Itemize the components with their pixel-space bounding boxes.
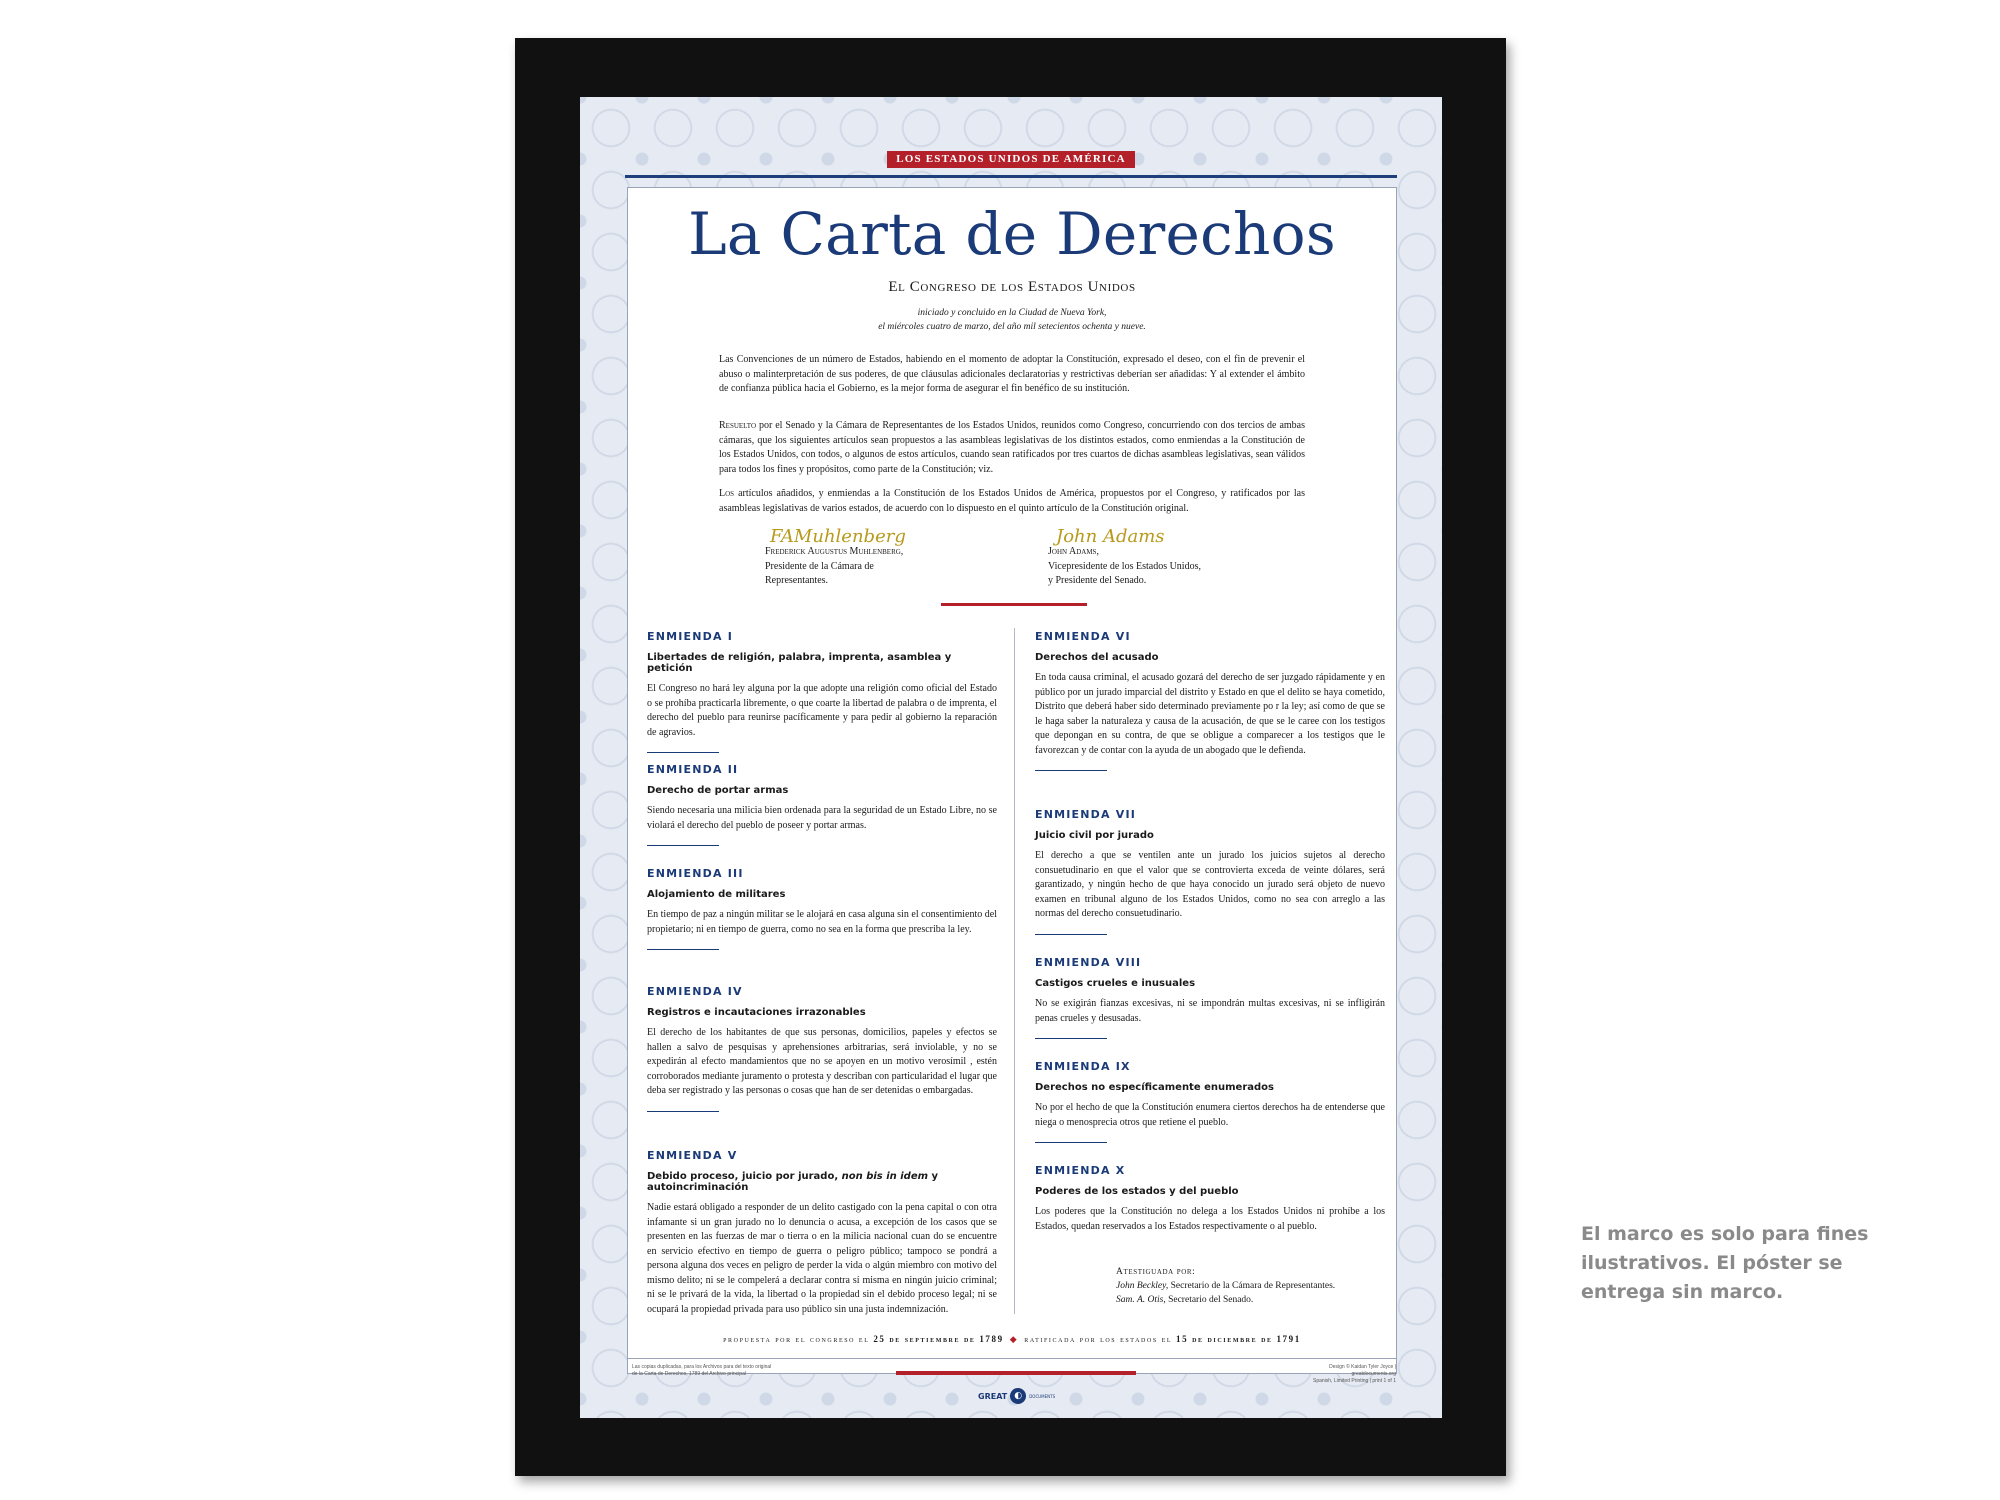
preamble-text-1: Las Convenciones de un número de Estados, habiendo en el momento de adoptar la Constitución, expresado el deseo, con el fin de prevenir el abuso o malinterpretación de sus poderes, de que cláusulas adicionales declaratorias y restrictivas deberían ser añadidas: Y al extender el ámbito de confianza pública hacia el Gobierno, es la mejor forma de asegurar el fin benéfico de su institución. [719,354,1305,394]
fine-print-line: Design © Kaidan Tyler Joyce | greatdocuments.org [1329,1364,1396,1377]
amendment-10 [1035,1164,1385,1234]
amendment-heading: ENMIENDA III [647,867,744,880]
signer-title-cont: Representantes. [765,575,829,586]
proposed-date: 25 de septiembre de 1789 [873,1334,1004,1344]
signer-name: Frederick Augustus Muhlenberg, [765,546,904,557]
amendment-text: En tiempo de paz a ningún militar se le alojará en casa alguna sin el consentimiento del propietario; ni en tiempo de guerra, como no sea en la forma que prescriba la ley. [647,909,997,935]
amendment-5 [647,1149,997,1317]
amendment-text: El Congreso no hará ley alguna por la que adopte una religión como oficial del Estado o se prohíba practicarla libremente, o que coarte la libertad de palabra o de imprenta, el derecho del pueblo para reunirse pacíficamente y para pedir al gobierno la reparación de agravios. [647,683,997,738]
column-divider [1014,628,1015,1314]
amendment-heading: ENMIENDA VII [1035,808,1137,821]
amendment-6 [1035,630,1385,771]
preamble-paragraph-2 [719,419,1305,477]
amendment-text: Nadie estará obligado a responder de un delito castigado con la pena capital o con otra infamante si un gran jurado no lo denuncia o acusa, a excepción de los casos que se presenten en las fuerzas de mar o tierra o en la milicia nacional cuan do se encuentre en servicio efectivo en tiempo de guerra o peligro público; tampoco se pondrá a persona alguna dos veces en peligro de perder la vida o algún miembro con motivo del mismo delito; ni se le compelerá a declarar contra sí misma en ningún juicio criminal; ni se le privará de la vida, la libertad o la propiedad sin el debido proceso legal; ni se ocupará la propiedad privada para uso público sin una justa indemnización. [647,1202,997,1315]
fine-print-line: Spanish, Limited Printing | print 1 of 1 [1312,1378,1396,1384]
fine-print-line: de la Carta de Derechos, 1789 del Archivo principal [632,1371,746,1377]
signer-name: John Adams, [1048,546,1099,557]
amendment-text: Siendo necesaria una milicia bien ordenada para la seguridad de un Estado Libre, no se violará el derecho del pueblo de poseer y portar armas. [647,805,997,831]
attestor-role: Secretario del Senado. [1165,1295,1254,1305]
amendment-subtitle: Castigos crueles e inusuales [1035,978,1196,989]
amendment-1 [647,630,997,753]
amendment-9 [1035,1060,1385,1143]
document-title: La Carta de Derechos [688,200,1336,268]
amendment-2 [647,763,997,846]
frame-disclaimer: El marco es solo para fines ilustrativos. El póster se entrega sin marco. [1581,1223,1869,1303]
congress-heading: El Congreso de los Estados Unidos [888,279,1136,295]
amendment-heading: ENMIENDA II [647,763,739,776]
preamble-paragraph-3 [719,487,1305,516]
subtitle-part: y autoincriminación [647,1171,939,1193]
amendment-subtitle: Poderes de los estados y del pueblo [1035,1186,1239,1197]
amendment-7 [1035,808,1385,935]
subtitle-part: Debido proceso, juicio por jurado, [647,1171,842,1182]
amendment-text: En toda causa criminal, el acusado gozará del derecho de ser juzgado rápidamente y en público por un jurado imparcial del distrito y Estado en que el delito se haya cometido, Distrito que deberá haber sido determinado previamente po r la ley; así como de que se le haga saber la naturaleza y causa de la acusación, de que se le caree con los testigos que depongan en su contra, de que se obligue a comparecer a los testigos que le favorezcan y de contar con la ayuda de un abogado que le defienda. [1035,672,1385,756]
signer-title: Presidente de la Cámara de [765,560,874,572]
subline-1: iniciado y concluido en la Ciudad de Nueva York, [917,308,1107,318]
ratified-date: 15 de diciembre de 1791 [1176,1334,1301,1344]
amendment-heading: ENMIENDA X [1035,1164,1126,1177]
amendment-text: El derecho a que se ventilen ante un jurado los juicios sujetos al derecho consuetudinario en que el valor que se controvierta exceda de veinte dólares, será garantizado, y ningún hecho de que haya conocido un jurado será objeto de nuevo examen en tribunal alguno de los Estados Unidos, como no sea con arreglo a las normas del derecho consuetudinario. [1035,850,1385,919]
fine-print-right [1294,1364,1396,1385]
signature-block-muhlenberg [765,545,903,589]
attestation-block [1116,1265,1335,1307]
attestor-role: Secretario de la Cámara de Representantes. [1168,1281,1336,1291]
attestation-label: Atestiguada por: [1116,1267,1196,1277]
amendment-heading: ENMIENDA I [647,630,734,643]
amendment-subtitle: Libertades de religión, palabra, imprenta, asamblea y petición [647,652,952,674]
section-separator [647,845,719,846]
amendment-heading: ENMIENDA VIII [1035,956,1142,969]
date-footer [628,1334,1396,1345]
amendment-heading: ENMIENDA V [647,1149,738,1162]
preamble-paragraph-1 [719,353,1305,397]
amendment-subtitle: Alojamiento de militares [647,889,786,900]
attestation-line-2 [1116,1293,1335,1307]
ratified-label: ratificada por los estados el [1024,1334,1177,1344]
fine-print-left [632,1364,771,1378]
center-red-rule [941,603,1087,606]
amendment-text: No se exigirán fianzas excesivas, ni se impondrán multas excesivas, ni se infligirán penas crueles y desusadas. [1035,998,1385,1024]
logo-mark-icon: ◐ [1010,1388,1026,1404]
document-panel [627,187,1397,1401]
amendment-8 [1035,956,1385,1039]
muhlenberg-signature: FAMuhlenberg [770,526,906,547]
amendment-subtitle: Registros e incautaciones irrazonables [647,1007,866,1018]
amendment-heading: ENMIENDA IV [647,985,743,998]
section-separator [1035,934,1107,935]
signature-block-adams [1048,545,1201,589]
amendment-text: Los poderes que la Constitución no delega a los Estados Unidos ni prohíbe a los Estados, quedan reservados a los Estados respectivamente o al pueblo. [1035,1206,1385,1232]
resolved-lead: Resuelto [719,420,757,431]
amendment-text: No por el hecho de que la Constitución enumera ciertos derechos ha de entenderse que niega o menosprecia otros que retiene el pueblo. [1035,1102,1385,1128]
amendment-subtitle: Juicio civil por jurado [1035,830,1154,841]
signer-title: Vicepresidente de los Estados Unidos, [1048,560,1201,572]
attestor-name: John Beckley, [1116,1281,1169,1291]
section-separator [1035,770,1107,771]
amendment-3 [647,867,997,950]
proposed-label: propuesta por el congreso el [723,1334,874,1344]
preamble-text-3: artículos añadidos, y enmiendas a la Constitución de los Estados Unidos de América, propuestos por el Congreso, y ratificados por las asambleas legislativas de varios estados, de acuerdo con lo dispuesto en el quinto artículo de la Constitución original. [719,488,1305,514]
amendment-text: El derecho de los habitantes de que sus personas, domicilios, papeles y efectos se hallen a salvo de pesquisas y aprehensiones arbitrarias, será inviolable, y no se expedirán al efecto mandamientos que no se apoyen en un motivo verosímil , estén corroborados mediante juramento o protesta y describan con particularidad el lugar que deba ser registrado y las personas o cosas que han de ser detenidas o embargadas. [647,1027,997,1096]
section-separator [647,1111,719,1112]
amendment-subtitle: Derechos del acusado [1035,652,1159,663]
country-banner: LOS ESTADOS UNIDOS DE AMÉRICA [887,151,1135,168]
articles-lead: Los [719,488,735,499]
section-separator [1035,1142,1107,1143]
amendment-subtitle: Derecho de portar armas [647,785,789,796]
footer-rule [628,1358,1396,1359]
amendment-heading: ENMIENDA IX [1035,1060,1131,1073]
amendment-subtitle: Derechos no específicamente enumerados [1035,1082,1274,1093]
adams-signature: John Adams [1056,526,1165,547]
subline-2: el miércoles cuatro de marzo, del año mil setecientos ochenta y nueve. [878,322,1146,332]
logo-word: GREAT [978,1391,1008,1401]
logo-small-word: DOCUMENTS [1029,1393,1056,1399]
top-rule [625,175,1397,178]
attestation-line-1 [1116,1279,1335,1293]
amendment-heading: ENMIENDA VI [1035,630,1131,643]
attestor-name: Sam. A. Otis, [1116,1295,1166,1305]
section-separator [647,949,719,950]
footer-red-rule [896,1371,1136,1375]
section-separator [1035,1038,1107,1039]
great-documents-logo [978,1386,1058,1406]
fine-print-line: Las copias duplicadas, para los Archivos para del texto original [632,1364,772,1370]
subtitle-latin: non bis in idem [841,1171,929,1182]
section-separator [647,752,719,753]
preamble-text-2: por el Senado y la Cámara de Representantes de los Estados Unidos, reunidos como Congreso, concurriendo con dos tercios de ambas cámaras, que los siguientes artículos sean propuestos a las asambleas legislativas de los distintos estados, como enmiendas a la Constitución de los Estados Unidos, con todos, o algunos de estos artículos, cuando sean ratificados por tres cuartos de dichas asambleas legislativas, sean válidos para todos los fines y propósitos, como parte de la Constitución; viz. [719,420,1305,475]
amendment-subtitle [647,1171,997,1193]
amendment-4 [647,985,997,1112]
diamond-icon: ◆ [1009,1334,1019,1344]
signer-title-cont: y Presidente del Senado. [1048,575,1147,586]
